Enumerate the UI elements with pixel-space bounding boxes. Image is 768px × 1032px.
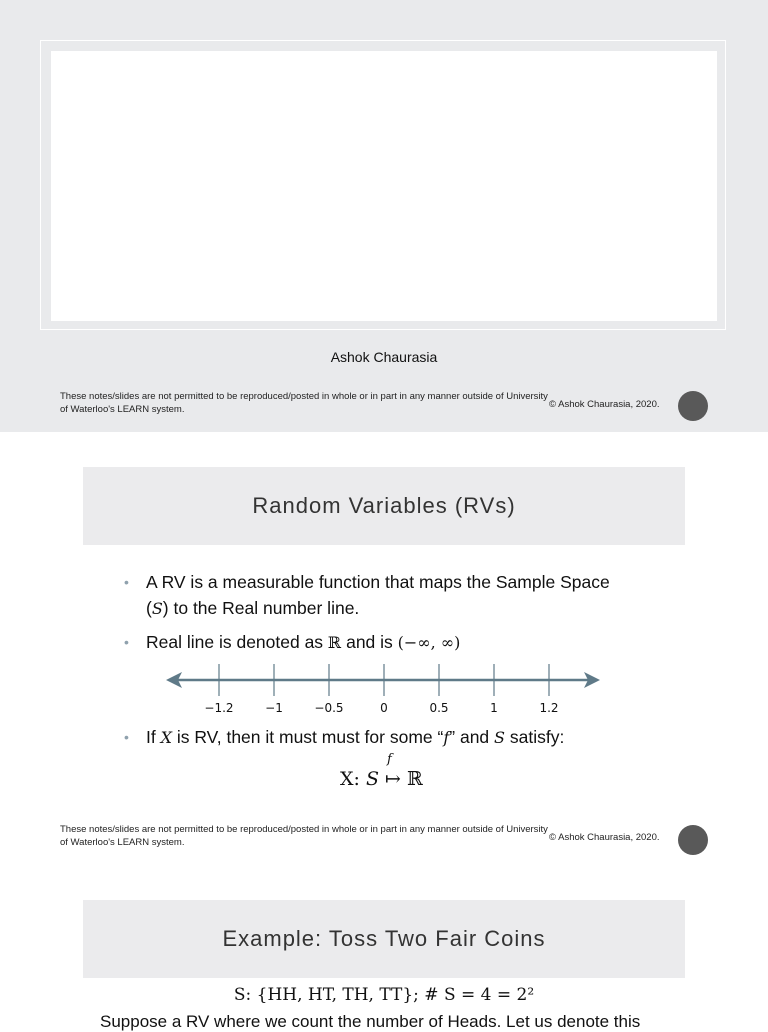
number-line-tick-label: 0 (380, 701, 388, 715)
bullet-text: A RV is a measurable function that maps the Sample Space ( (146, 572, 610, 618)
math-symbol: f (443, 728, 450, 747)
slide-title: Random Variables (RVs) (252, 493, 516, 518)
copyright-notice: These notes/slides are not permitted to be reproduced/posted in whole or in part in any manner outside of University of Waterloo's LEARN system. (60, 391, 548, 415)
slide-title: Example: Toss Two Fair Coins (222, 926, 546, 951)
bullet-text: and is (341, 632, 398, 652)
bullet-text: Real line is denoted as (146, 632, 328, 652)
math-symbol: S (494, 728, 505, 747)
math-interval: (−∞, ∞) (397, 633, 461, 652)
slide-title-bar (83, 467, 685, 545)
copyright-notice: These notes/slides are not permitted to be reproduced/posted in whole or in part in any manner outside of University of Waterloo's LEARN system. (60, 824, 548, 848)
bullet-text: ) to the Real number line. (162, 598, 360, 618)
bullet-text: ” and (449, 727, 495, 747)
number-line-tick-label: 1.2 (539, 701, 559, 715)
number-line-tick-label: 1 (490, 701, 498, 715)
bullet-item (124, 724, 632, 751)
bullet-text: satisfy: (504, 727, 565, 747)
slide-title-bar (83, 900, 685, 978)
number-line-tick-label: −1.2 (204, 701, 234, 715)
math-symbol: X (160, 728, 172, 747)
bullet-text: is RV, then it must must for some “ (171, 727, 444, 747)
mapping-equation (340, 752, 423, 790)
mapping-function-label: f (387, 752, 392, 767)
number-line-tick-label: −0.5 (314, 701, 344, 715)
author-name: Ashok Chaurasia (330, 349, 438, 365)
bullet-item (124, 629, 632, 656)
math-symbol: ℝ (327, 633, 342, 652)
bullet-dot-icon: • (124, 574, 129, 590)
math-symbol: S (151, 599, 163, 618)
mapping-lhs: X: (340, 768, 366, 790)
page-indicator-dot (678, 825, 708, 855)
copyright-label: © Ashok Chaurasia, 2020. (549, 832, 660, 843)
page-indicator-dot (678, 391, 708, 421)
title-placeholder (51, 51, 717, 321)
mapping-domain: S (365, 768, 379, 790)
bullet-dot-icon: • (124, 634, 129, 650)
number-line-tick-label: −1 (265, 701, 283, 715)
number-line-tick-label: 0.5 (429, 701, 449, 715)
bullet-dot-icon: • (124, 729, 129, 745)
bullet-item (124, 569, 632, 622)
number-line (160, 658, 610, 720)
copyright-label: © Ashok Chaurasia, 2020. (549, 399, 660, 410)
bullet-text: If (146, 727, 161, 747)
sample-space-equation: S: {HH, HT, TH, TT}; # S = 4 = 2² (233, 985, 535, 1005)
mapping-codomain: ℝ (407, 768, 423, 790)
body-text: Suppose a RV where we count the number of Heads. Let us denote this (100, 1012, 641, 1031)
title-slide (0, 0, 768, 432)
maps-to-arrow: ↦ (379, 768, 407, 790)
